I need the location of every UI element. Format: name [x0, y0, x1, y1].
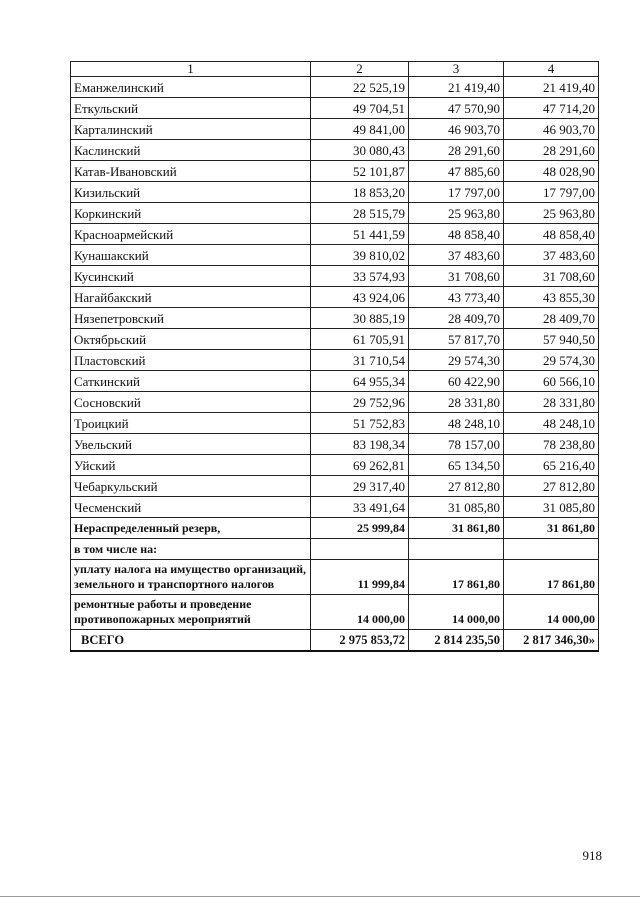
value-col-2: 28 515,79 [311, 203, 409, 224]
table-row [71, 287, 599, 308]
including-label: в том числе на: [71, 539, 311, 560]
value-col-3: 21 419,40 [409, 77, 504, 98]
value-col-2: 30 080,43 [311, 140, 409, 161]
table-row [71, 203, 599, 224]
table-row [71, 224, 599, 245]
row-name: Кусинский [71, 266, 311, 287]
table-row [71, 77, 599, 98]
empty-cell [409, 539, 504, 560]
value-col-4: 14 000,00 [504, 595, 599, 630]
table-row [71, 350, 599, 371]
row-name: Уйский [71, 455, 311, 476]
value-col-3: 57 817,70 [409, 329, 504, 350]
page-number: 918 [582, 848, 602, 863]
row-name: Нераспределенный резерв, [71, 518, 311, 539]
value-col-4: 27 812,80 [504, 476, 599, 497]
reserve-row [71, 518, 599, 539]
value-col-4: 65 216,40 [504, 455, 599, 476]
value-col-3: 28 291,60 [409, 140, 504, 161]
column-header: 3 [409, 62, 504, 77]
value-col-2: 29 752,96 [311, 392, 409, 413]
row-name: Нагайбакский [71, 287, 311, 308]
value-col-2: 11 999,84 [311, 560, 409, 595]
value-col-3: 60 422,90 [409, 371, 504, 392]
value-col-2: 49 841,00 [311, 119, 409, 140]
value-col-3: 25 963,80 [409, 203, 504, 224]
table-row [71, 392, 599, 413]
value-col-3: 78 157,00 [409, 434, 504, 455]
row-name: Нязепетровский [71, 308, 311, 329]
value-col-4: 28 331,80 [504, 392, 599, 413]
header-row [71, 62, 599, 77]
value-col-3: 28 331,80 [409, 392, 504, 413]
row-name: Кунашакский [71, 245, 311, 266]
row-name: Карталинский [71, 119, 311, 140]
value-col-2: 51 441,59 [311, 224, 409, 245]
including-row [71, 539, 599, 560]
table-row [71, 161, 599, 182]
row-name: Пластовский [71, 350, 311, 371]
value-col-4: 48 858,40 [504, 224, 599, 245]
value-col-3: 27 812,80 [409, 476, 504, 497]
value-col-2: 18 853,20 [311, 182, 409, 203]
bottom-rule [0, 896, 640, 897]
value-col-4: 60 566,10 [504, 371, 599, 392]
value-col-4: 29 574,30 [504, 350, 599, 371]
value-col-2: 52 101,87 [311, 161, 409, 182]
value-col-4: 47 714,20 [504, 98, 599, 119]
row-name: уплату налога на имущество организаций, земельного и транспортного налогов [71, 560, 311, 595]
value-col-3: 47 570,90 [409, 98, 504, 119]
value-col-3: 14 000,00 [409, 595, 504, 630]
value-col-2: 14 000,00 [311, 595, 409, 630]
table-row [71, 182, 599, 203]
repair-row [71, 595, 599, 630]
value-col-3: 17 797,00 [409, 182, 504, 203]
table-row [71, 434, 599, 455]
value-col-4: 2 817 346,30» [504, 630, 599, 652]
row-name: Саткинский [71, 371, 311, 392]
value-col-2: 33 574,93 [311, 266, 409, 287]
table-row [71, 98, 599, 119]
row-name: Каслинский [71, 140, 311, 161]
value-col-2: 25 999,84 [311, 518, 409, 539]
value-col-4: 78 238,80 [504, 434, 599, 455]
table-row [71, 455, 599, 476]
value-col-2: 49 704,51 [311, 98, 409, 119]
row-name: Чебаркульский [71, 476, 311, 497]
column-header: 4 [504, 62, 599, 77]
table-body [71, 62, 599, 652]
table-row [71, 371, 599, 392]
value-col-4: 28 409,70 [504, 308, 599, 329]
row-name: ремонтные работы и проведение противопожарных мероприятий [71, 595, 311, 630]
value-col-2: 39 810,02 [311, 245, 409, 266]
total-row [71, 630, 599, 652]
value-col-2: 22 525,19 [311, 77, 409, 98]
value-col-3: 65 134,50 [409, 455, 504, 476]
value-col-4: 48 248,10 [504, 413, 599, 434]
value-col-4: 48 028,90 [504, 161, 599, 182]
value-col-3: 31 708,60 [409, 266, 504, 287]
row-name: ВСЕГО [71, 630, 311, 652]
value-col-2: 31 710,54 [311, 350, 409, 371]
column-header: 1 [71, 62, 311, 77]
value-col-3: 43 773,40 [409, 287, 504, 308]
value-col-3: 31 085,80 [409, 497, 504, 518]
value-col-4: 37 483,60 [504, 245, 599, 266]
empty-cell [311, 539, 409, 560]
value-col-4: 17 861,80 [504, 560, 599, 595]
table-row [71, 119, 599, 140]
table-row [71, 140, 599, 161]
table-row [71, 308, 599, 329]
value-col-4: 46 903,70 [504, 119, 599, 140]
row-name: Увельский [71, 434, 311, 455]
table-row [71, 266, 599, 287]
value-col-3: 46 903,70 [409, 119, 504, 140]
column-header: 2 [311, 62, 409, 77]
value-col-3: 17 861,80 [409, 560, 504, 595]
row-name: Кизильский [71, 182, 311, 203]
value-col-4: 31 708,60 [504, 266, 599, 287]
row-name: Октябрьский [71, 329, 311, 350]
table-row [71, 245, 599, 266]
value-col-3: 48 858,40 [409, 224, 504, 245]
value-col-2: 30 885,19 [311, 308, 409, 329]
value-col-2: 2 975 853,72 [311, 630, 409, 652]
value-col-4: 17 797,00 [504, 182, 599, 203]
value-col-2: 43 924,06 [311, 287, 409, 308]
value-col-4: 31 861,80 [504, 518, 599, 539]
table-row [71, 476, 599, 497]
table-row [71, 497, 599, 518]
value-col-3: 2 814 235,50 [409, 630, 504, 652]
row-name: Красноармейский [71, 224, 311, 245]
value-col-2: 51 752,83 [311, 413, 409, 434]
value-col-4: 25 963,80 [504, 203, 599, 224]
value-col-2: 29 317,40 [311, 476, 409, 497]
value-col-4: 31 085,80 [504, 497, 599, 518]
value-col-3: 37 483,60 [409, 245, 504, 266]
row-name: Еманжелинский [71, 77, 311, 98]
row-name: Чесменский [71, 497, 311, 518]
value-col-4: 57 940,50 [504, 329, 599, 350]
value-col-2: 64 955,34 [311, 371, 409, 392]
row-name: Катав-Ивановский [71, 161, 311, 182]
value-col-3: 47 885,60 [409, 161, 504, 182]
value-col-3: 48 248,10 [409, 413, 504, 434]
value-col-2: 33 491,64 [311, 497, 409, 518]
value-col-4: 28 291,60 [504, 140, 599, 161]
value-col-3: 28 409,70 [409, 308, 504, 329]
value-col-4: 43 855,30 [504, 287, 599, 308]
tax-row [71, 560, 599, 595]
budget-table [70, 61, 599, 652]
row-name: Еткульский [71, 98, 311, 119]
value-col-2: 69 262,81 [311, 455, 409, 476]
value-col-2: 83 198,34 [311, 434, 409, 455]
table-row [71, 413, 599, 434]
value-col-2: 61 705,91 [311, 329, 409, 350]
empty-cell [504, 539, 599, 560]
value-col-3: 29 574,30 [409, 350, 504, 371]
row-name: Коркинский [71, 203, 311, 224]
row-name: Сосновский [71, 392, 311, 413]
value-col-4: 21 419,40 [504, 77, 599, 98]
value-col-3: 31 861,80 [409, 518, 504, 539]
table-row [71, 329, 599, 350]
row-name: Троицкий [71, 413, 311, 434]
